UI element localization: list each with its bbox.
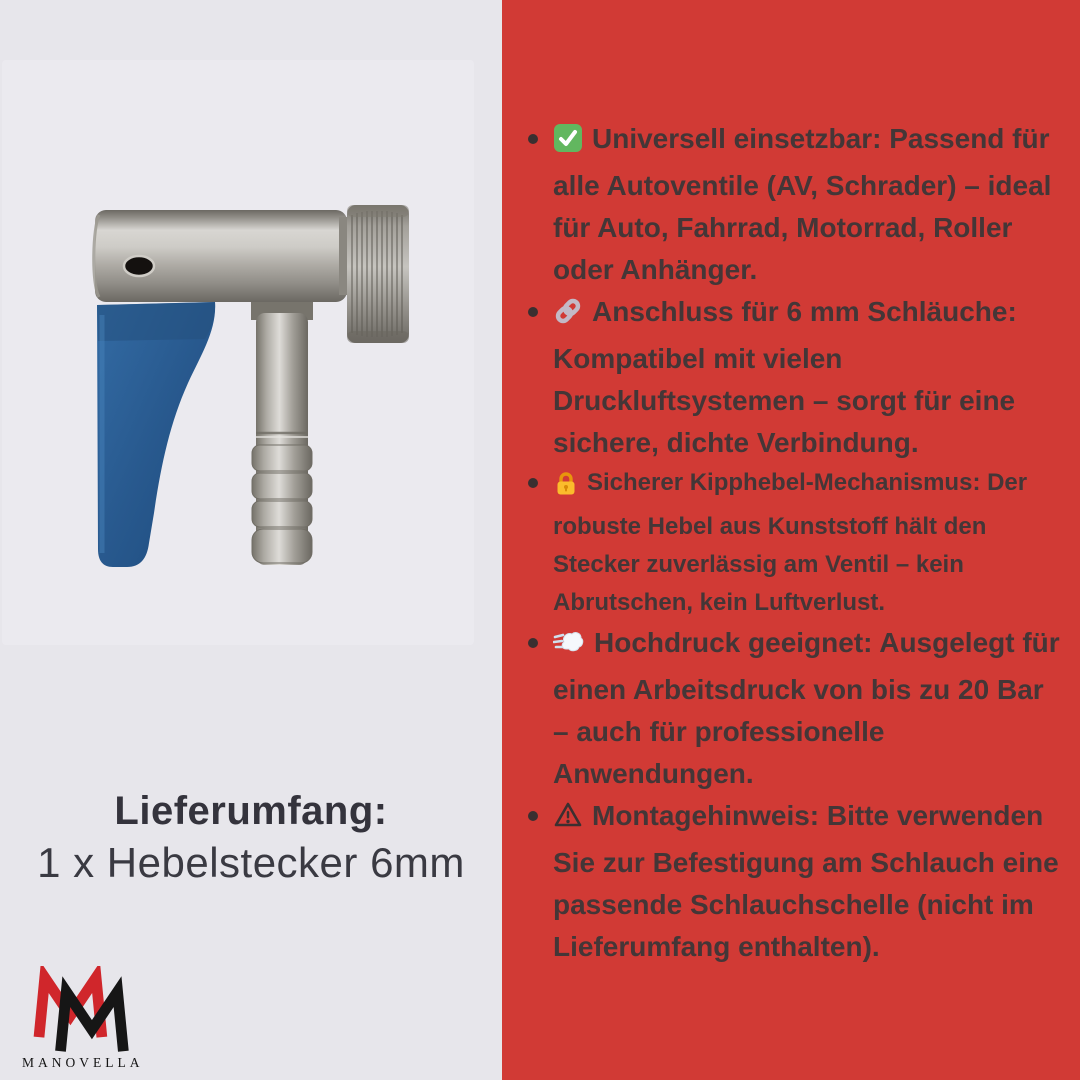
bullet-dot xyxy=(528,638,538,648)
feature-panel xyxy=(502,0,1080,1080)
feature-text: Universell einsetzbar: Passend für alle Autoventile (AV, Schrader) – ideal für Auto, Fahrrad, Motorrad, Roller oder Anhänger. xyxy=(553,123,1052,285)
cylinder-body xyxy=(94,210,347,302)
brand-name: MANOVELLA xyxy=(22,1055,144,1070)
pack-subheading: 1 x Hebelstecker 6mm xyxy=(37,839,465,886)
bullet-dot xyxy=(528,478,538,488)
lock-icon xyxy=(553,470,579,508)
feature-item xyxy=(528,622,1064,795)
check-icon xyxy=(553,123,583,165)
bullet-dot xyxy=(528,307,538,317)
feature-item xyxy=(528,464,1064,622)
feature-text: Anschluss für 6 mm Schläuche: Kompatibel mit vielen Druckluftsystemen – sorgt für eine sichere, dichte Verbindung. xyxy=(553,296,1017,458)
feature-text: Sicherer Kipphebel-Mechanismus: Der robuste Hebel aus Kunststoff hält den Stecker zuverlässig am Ventil – kein Abrutschen, kein Luftverlust. xyxy=(553,469,1028,616)
feature-item xyxy=(528,118,1064,291)
feature-item xyxy=(528,795,1064,968)
pack-contents xyxy=(0,786,502,888)
manovella-m-icon xyxy=(32,966,132,1052)
blue-lever xyxy=(97,302,215,567)
knurled-knob xyxy=(339,205,409,343)
brand-logo xyxy=(22,966,142,1071)
feature-item xyxy=(528,291,1064,464)
product-photo xyxy=(55,165,465,595)
hose-barb xyxy=(251,302,313,565)
left-panel xyxy=(0,0,502,1080)
feature-text: Hochdruck geeignet: Ausgelegt für einen Arbeitsdruck von bis zu 20 Bar – auch für professionelle Anwendungen. xyxy=(553,627,1060,789)
wind-icon xyxy=(553,627,585,669)
link-icon xyxy=(553,296,583,338)
bullet-dot xyxy=(528,134,538,144)
bullet-dot xyxy=(528,811,538,821)
pack-heading: Lieferumfang: xyxy=(114,789,388,833)
warning-icon xyxy=(553,800,583,842)
feature-list xyxy=(528,118,1064,968)
feature-text: Montagehinweis: Bitte verwenden Sie zur Befestigung am Schlauch eine passende Schlauchschelle (nicht im Lieferumfang enthalten). xyxy=(553,800,1059,962)
pin-hole xyxy=(124,256,154,276)
